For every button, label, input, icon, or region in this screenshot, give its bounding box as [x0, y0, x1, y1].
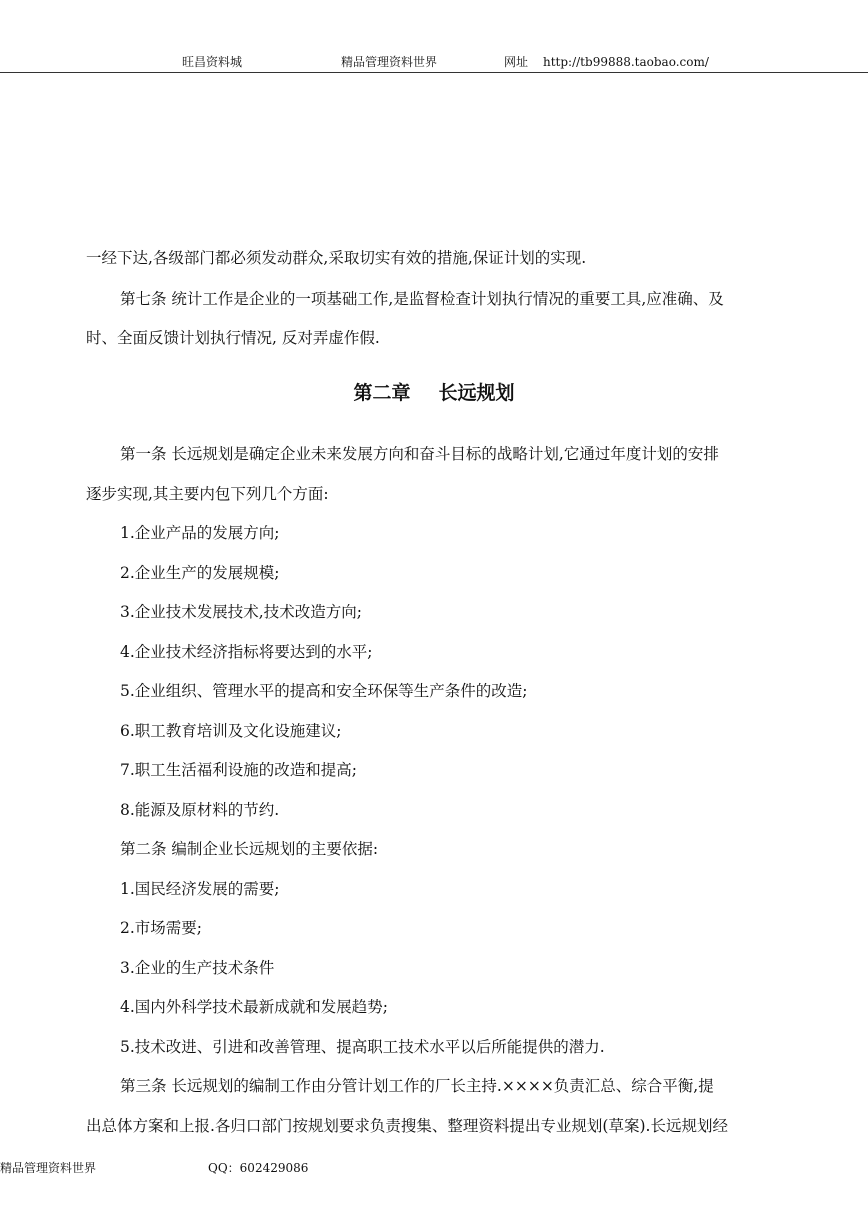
- list-item: 2.企业生产的发展规模;: [120, 564, 280, 582]
- chapter-number: 第二章: [353, 382, 411, 404]
- list-item: 2.市场需要;: [120, 919, 203, 937]
- list-item: 3.企业的生产技术条件: [120, 959, 275, 977]
- paragraph-line: 逐步实现,其主要内包下列几个方面:: [86, 485, 329, 503]
- list-item: 5.企业组织、管理水平的提高和安全环保等生产条件的改造;: [120, 682, 528, 700]
- page-header: [0, 52, 868, 72]
- list-item: 8.能源及原材料的节约.: [120, 801, 280, 819]
- list-item: 7.职工生活福利设施的改造和提高;: [120, 761, 358, 779]
- list-item: 4.国内外科学技术最新成就和发展趋势;: [120, 998, 389, 1016]
- chapter-title: 长远规划: [438, 382, 515, 404]
- paragraph-line: 出总体方案和上报.各归口部门按规划要求负责搜集、整理资料提出专业规划(草案).长远规划经: [86, 1117, 728, 1135]
- paragraph-line: 时、全面反馈计划执行情况, 反对弄虚作假.: [86, 329, 380, 347]
- list-item: 1.企业产品的发展方向;: [120, 524, 280, 542]
- header-divider: [0, 72, 868, 73]
- paragraph-line: 一经下达,各级部门都必须发动群众,采取切实有效的措施,保证计划的实现.: [86, 249, 587, 267]
- list-item: 6.职工教育培训及文化设施建议;: [120, 722, 342, 740]
- article-3-line: 第三条 长远规划的编制工作由分管计划工作的厂长主持.××××负责汇总、综合平衡,提: [120, 1077, 714, 1095]
- header-url-label: 网址: [504, 55, 529, 69]
- list-item: 5.技术改进、引进和改善管理、提高职工技术水平以后所能提供的潜力.: [120, 1038, 605, 1056]
- list-item: 4.企业技术经济指标将要达到的水平;: [120, 643, 373, 661]
- article-1-line: 第一条 长远规划是确定企业未来发展方向和奋斗目标的战略计划,它通过年度计划的安排: [120, 445, 719, 463]
- article-7-line: 第七条 统计工作是企业的一项基础工作,是监督检查计划执行情况的重要工具,应准确、及: [120, 290, 724, 308]
- list-item: 3.企业技术发展技术,技术改造方向;: [120, 603, 362, 621]
- header-brand: 精品管理资料世界: [341, 55, 438, 69]
- list-item: 1.国民经济发展的需要;: [120, 880, 280, 898]
- footer-qq-contact: QQ：602429086: [208, 1161, 309, 1175]
- page-footer: [0, 1158, 868, 1178]
- footer-brand: 精品管理资料世界: [0, 1161, 97, 1175]
- header-site-name: 旺昌资料城: [182, 55, 243, 69]
- header-url-link[interactable]: http://tb99888.taobao.com/: [543, 55, 709, 69]
- chapter-heading: [0, 378, 868, 405]
- article-2-line: 第二条 编制企业长远规划的主要依据:: [120, 840, 379, 858]
